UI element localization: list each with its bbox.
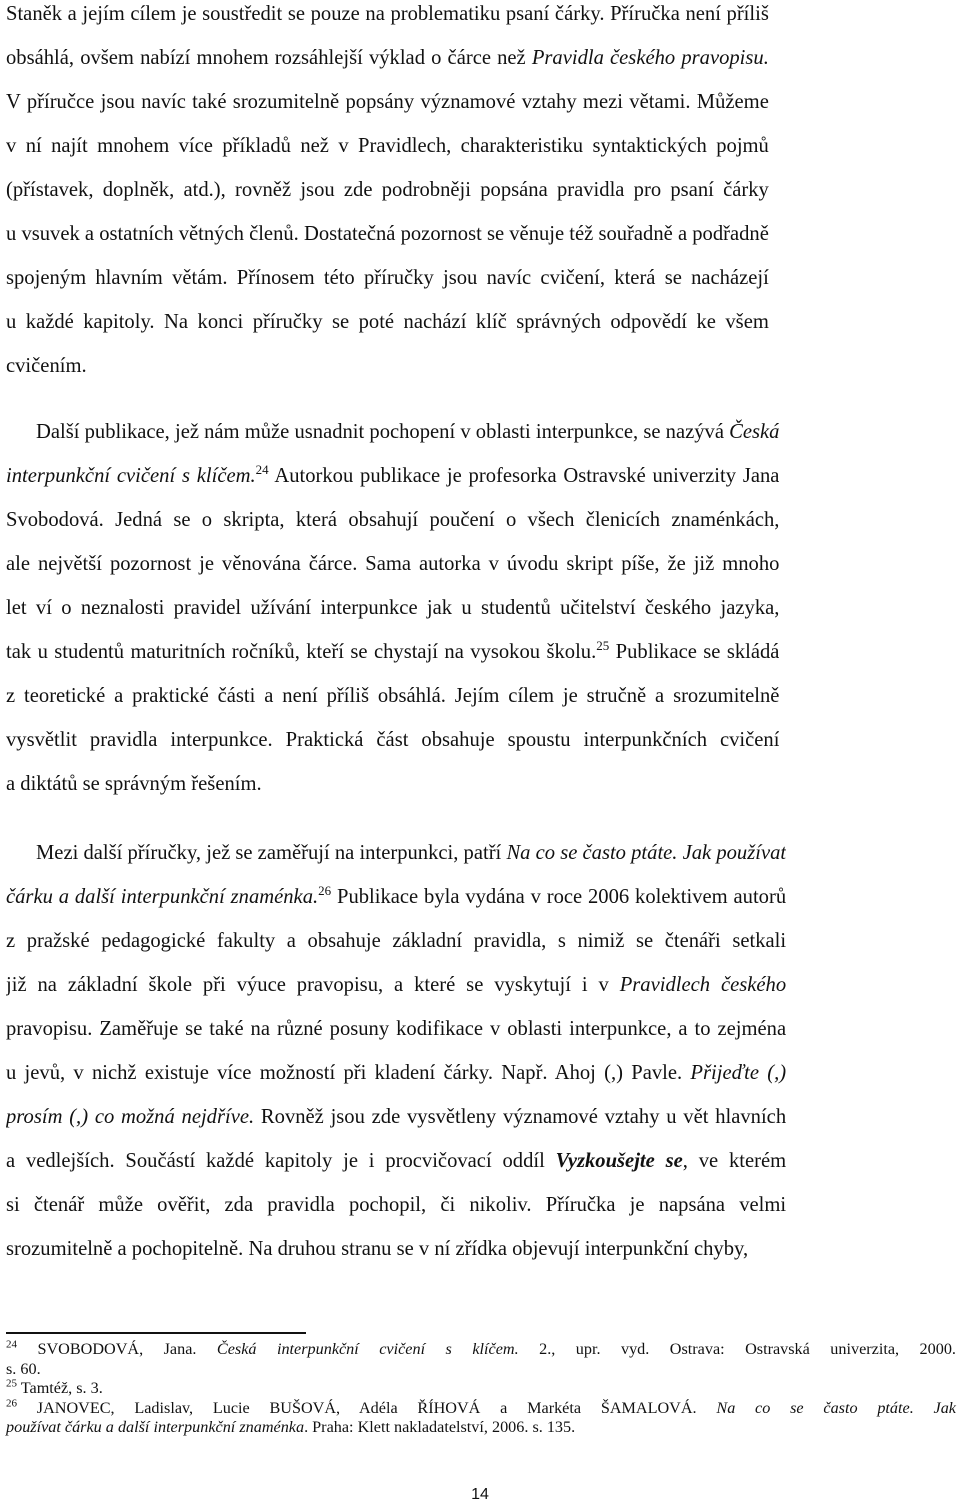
footnote-25 xyxy=(6,1379,956,1399)
text-run: SVOBODOVÁ, Jana. xyxy=(17,1340,217,1358)
text-run: srozumitelně a pochopitelně. Na druhou stranu se v ní zřídka objevují interpunkční chyby, xyxy=(6,1238,749,1260)
text-run: JANOVEC, Ladislav, Lucie BUŠOVÁ, Adéla ŘÍHOVÁ a Markéta ŠAMALOVÁ. xyxy=(17,1398,717,1417)
text-run: Česká interpunkční cvičení s klíčem. xyxy=(216,1340,519,1358)
text-line xyxy=(6,1139,786,1183)
footnote-separator xyxy=(6,1332,306,1334)
text-line xyxy=(6,36,769,80)
text-line xyxy=(6,542,779,586)
footnote-ref: 24 xyxy=(6,1338,17,1351)
footnote-line xyxy=(6,1418,956,1438)
text-run: v ní najít mnohem více příkladů než v Pravidlech, charakteristiku syntaktických pojmů xyxy=(6,135,769,157)
text-line xyxy=(6,630,779,674)
text-line xyxy=(6,212,769,256)
text-run: (přístavek, doplněk, atd.), rovněž jsou zde podrobněji popsána pravidla pro psaní čárky xyxy=(6,179,769,201)
text-line xyxy=(6,168,769,212)
text-run: si čtenář může ověřit, zda pravidla pochopil, či nikoliv. Příručka je napsána velmi xyxy=(6,1194,787,1216)
text-run: Staněk a jejím cílem je soustředit se pouze na problematiku psaní čárky. Příručka není příliš xyxy=(6,3,769,25)
text-run: ale největší pozornost je věnována čárce. Sama autorka v úvodu skript píše, že již mnoho xyxy=(6,553,780,575)
text-run: používat čárku a další interpunkční znaménka xyxy=(6,1418,305,1436)
text-run: již na základní škole při výuce pravopisu, a které se vyskytují i v xyxy=(6,974,620,996)
footnote-line xyxy=(6,1360,956,1380)
page-number: 14 xyxy=(471,1486,489,1503)
text-run: Přijeďte (,) xyxy=(690,1062,787,1084)
text-run: pravopisu. Zaměřuje se také na různé posuny kodifikace v oblasti interpunkce, a to zejména xyxy=(6,1018,787,1040)
text-line xyxy=(6,498,779,542)
text-line xyxy=(6,919,786,963)
text-line xyxy=(6,1007,786,1051)
text-run: Rovněž jsou zde vysvětleny významové vztahy u vět hlavních xyxy=(254,1106,787,1128)
text-run: Vyzkoušejte se xyxy=(555,1150,683,1172)
footnote-line xyxy=(6,1379,956,1399)
text-run: vysvětlit pravidla interpunkce. Praktická část obsahuje spoustu interpunkčních cvičení xyxy=(6,729,780,751)
text-run: Autorkou publikace je profesorka Ostravské univerzity Jana xyxy=(268,465,780,487)
text-run: . Praha: Klett nakladatelství, 2006. s. 135. xyxy=(304,1418,576,1436)
text-run: Publikace se skládá xyxy=(609,641,780,663)
text-run: Další publikace, jež nám může usnadnit pochopení v oblasti interpunkce, se nazývá xyxy=(36,421,730,443)
footnotes xyxy=(6,1340,956,1438)
text-run: a diktátů se správným řešením. xyxy=(6,773,262,795)
paragraph-2 xyxy=(6,410,779,806)
text-line xyxy=(6,1183,786,1227)
text-line xyxy=(6,0,769,36)
text-run: , ve kterém xyxy=(682,1150,787,1172)
footnote-line xyxy=(6,1399,956,1419)
text-run: Na co se často ptáte. Jak používat xyxy=(506,842,787,864)
footnote-ref: 26 xyxy=(318,883,332,899)
text-line xyxy=(6,124,769,168)
text-run: Pravidlech českého xyxy=(619,974,787,996)
text-line xyxy=(6,344,769,388)
text-run: spojeným hlavním větám. Přínosem této příručky jsou navíc cvičení, která se nacházejí xyxy=(6,267,769,289)
text-run: prosím (,) co možná nejdříve. xyxy=(6,1106,255,1128)
text-line xyxy=(6,454,779,498)
text-run: Na co se často ptáte. Jak xyxy=(716,1398,956,1417)
text-line xyxy=(6,875,786,919)
text-line xyxy=(6,256,769,300)
footnote-ref: 25 xyxy=(6,1377,17,1390)
text-line xyxy=(6,80,769,124)
footnote-ref: 25 xyxy=(596,638,610,654)
text-run: Česká xyxy=(729,421,780,443)
text-line xyxy=(6,586,779,630)
text-line xyxy=(6,963,786,1007)
text-line xyxy=(6,1051,786,1095)
text-line xyxy=(6,831,786,875)
footnote-ref: 26 xyxy=(6,1397,17,1410)
text-run: Tamtéž, s. 3. xyxy=(17,1379,103,1397)
text-line xyxy=(6,410,779,454)
footnote-ref: 24 xyxy=(255,462,269,478)
text-run: V příručce jsou navíc také srozumitelně popsány významové vztahy mezi větami. Můžeme xyxy=(6,91,769,113)
text-run: Svobodová. Jedná se o skripta, která obsahují poučení o všech členicích znaménkách, xyxy=(6,509,780,531)
text-line xyxy=(6,300,769,344)
text-run: Publikace byla vydána v roce 2006 kolektivem autorů xyxy=(331,886,787,908)
text-line xyxy=(6,718,779,762)
footnote-26 xyxy=(6,1399,956,1438)
paragraph-1 xyxy=(6,0,769,388)
text-run: Mezi další příručky, jež se zaměřují na interpunkci, patří xyxy=(36,842,507,864)
text-run: u každé kapitoly. Na konci příručky se poté nachází klíč správných odpovědí ke všem xyxy=(6,311,769,333)
text-run: Pravidla českého pravopisu. xyxy=(531,47,769,69)
text-run: u jevů, v nichž existuje více možností při kladení čárky. Např. Ahoj (,) Pavle. xyxy=(6,1062,691,1084)
text-run: obsáhlá, ovšem nabízí mnohem rozsáhlejší výklad o čárce než xyxy=(6,47,532,69)
footnote-line xyxy=(6,1340,956,1360)
text-run: cvičením. xyxy=(6,355,87,377)
text-run: a vedlejších. Součástí každé kapitoly je i procvičovací oddíl xyxy=(6,1150,556,1172)
text-run: z teoretické a praktické části a není příliš obsáhlá. Jejím cílem je stručně a srozumitelně xyxy=(6,685,780,707)
text-run: čárku a další interpunkční znaménka. xyxy=(6,886,319,908)
text-run: tak u studentů maturitních ročníků, kteří se chystají na vysokou školu. xyxy=(6,641,597,663)
text-run: z pražské pedagogické fakulty a obsahuje základní pravidla, s nimiž se čtenáři setkali xyxy=(6,930,787,952)
text-run: s. 60. xyxy=(6,1359,41,1378)
text-line xyxy=(6,1227,786,1271)
footnote-24 xyxy=(6,1340,956,1379)
text-line xyxy=(6,762,779,806)
paragraph-3 xyxy=(6,831,786,1271)
text-line xyxy=(6,674,779,718)
text-run: interpunkční cvičení s klíčem. xyxy=(6,465,256,487)
text-line xyxy=(6,1095,786,1139)
text-run: let ví o neznalosti pravidel užívání interpunkce jak u studentů učitelství českého jazyka, xyxy=(6,597,780,619)
text-run: u vsuvek a ostatních větných členů. Dostatečná pozornost se věnuje též souřadně a podřadně xyxy=(6,223,769,245)
text-run: 2., upr. vyd. Ostrava: Ostravská univerzita, 2000. xyxy=(518,1340,956,1358)
